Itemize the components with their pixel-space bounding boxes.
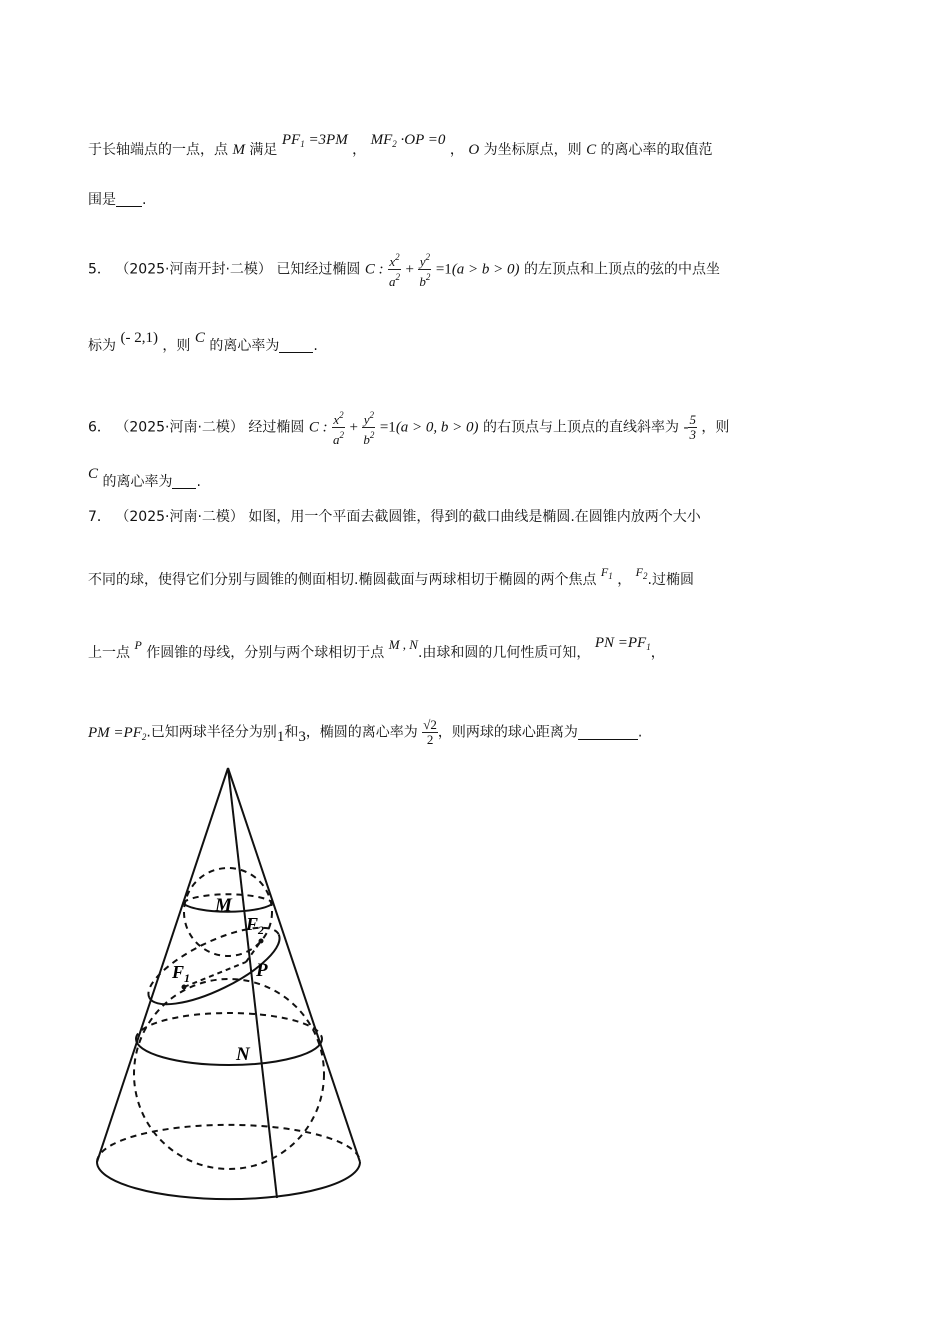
text: ，则 bbox=[162, 338, 191, 354]
text: 上一点 bbox=[88, 645, 130, 661]
math-O: O bbox=[468, 142, 480, 158]
equals-one: =1 bbox=[435, 261, 452, 278]
label-M: M bbox=[215, 895, 232, 916]
eq-pf1: $PF_1 =3PM$ bbox=[281, 132, 348, 149]
math-C: C bbox=[194, 330, 205, 346]
math-C: C bbox=[586, 142, 597, 158]
frac-y2-b2: $\frac{y^2}{b^2}$ bbox=[419, 252, 431, 289]
text: 如图，用一个平面去截圆锥，得到的截口曲线是椭圆.在圆锥内放两个大小 bbox=[248, 509, 701, 525]
tangent-circle-N-back bbox=[136, 1013, 322, 1039]
frac-x2-a2: $\frac{x^2}{a^2}$ bbox=[333, 410, 345, 447]
minus-sign: - bbox=[683, 419, 689, 436]
text: ， bbox=[650, 645, 665, 661]
question-source: （2025·河南开封·二模） bbox=[115, 261, 272, 278]
text: 的离心率为 bbox=[209, 338, 280, 354]
label-F1: $F_1$ bbox=[172, 962, 191, 985]
text: 为坐标原点，则 bbox=[483, 142, 582, 158]
question-source: （2025·河南·二模） bbox=[115, 509, 244, 525]
text: 已知经过椭圆 bbox=[276, 261, 361, 278]
text: .已知两球半径分为别 bbox=[146, 724, 277, 741]
equals-one: =1 bbox=[379, 419, 396, 436]
text: ，则两球的球心距离为 bbox=[437, 724, 578, 741]
math-MN: M , N bbox=[388, 637, 418, 652]
focus-F1: $F_1$ bbox=[600, 565, 613, 581]
text: ， bbox=[352, 142, 367, 158]
text: 作圆锥的母线，分别与两个球相切于点 bbox=[146, 645, 385, 661]
eq-pn: PN $=PF_1$ bbox=[594, 635, 651, 652]
text: ，椭圆的离心率为 bbox=[305, 724, 418, 741]
text: .过椭圆 bbox=[647, 572, 694, 588]
math-M: M bbox=[232, 142, 245, 158]
text: 于长轴端点的一点，点 bbox=[88, 142, 228, 158]
focus-F2: $F_2$ bbox=[635, 565, 648, 581]
text: . bbox=[313, 338, 318, 354]
frac-x2-a2: $\frac{x^2}{a^2}$ bbox=[389, 252, 401, 289]
label-P: P bbox=[256, 960, 268, 981]
label-N: N bbox=[236, 1044, 250, 1065]
math-P: P bbox=[134, 638, 142, 652]
text: ， bbox=[617, 572, 632, 588]
plus-sign: + bbox=[349, 419, 358, 436]
text: . bbox=[196, 474, 201, 490]
cone-left-side bbox=[97, 768, 228, 1162]
tangent-circle-N-front bbox=[136, 1039, 322, 1065]
text: 围是 bbox=[88, 192, 116, 208]
frac-slope: $\frac{5}{3}$ bbox=[689, 412, 696, 442]
question-number: 7． bbox=[88, 509, 111, 525]
eq-pm: PM $=PF_2$ bbox=[88, 724, 147, 742]
section-ellipse-front bbox=[149, 934, 289, 1019]
large-sphere bbox=[134, 979, 324, 1169]
text: 的离心率为 bbox=[102, 474, 173, 490]
text: 的右顶点与上顶点的直线斜率为 bbox=[483, 419, 679, 436]
text: .由球和圆的几何性质可知， bbox=[417, 645, 591, 661]
label-F2: $F_2$ bbox=[246, 914, 265, 937]
cone-base-back bbox=[97, 1125, 360, 1162]
math-C: C bbox=[88, 466, 99, 482]
text: 经过椭圆 bbox=[248, 419, 305, 436]
text: . bbox=[142, 192, 147, 208]
text: 的离心率的取值范 bbox=[600, 142, 713, 158]
condition: (a > b > 0) bbox=[451, 261, 520, 278]
question-source: （2025·河南·二模） bbox=[115, 419, 244, 436]
segment-F1-P bbox=[184, 962, 246, 987]
frac-y2-b2: $\frac{y^2}{b^2}$ bbox=[363, 410, 375, 447]
focus-point-F1 bbox=[182, 985, 187, 990]
cone-right-side bbox=[228, 768, 360, 1162]
cone-base-front bbox=[97, 1162, 360, 1199]
text: 满足 bbox=[249, 142, 278, 158]
plus-sign: + bbox=[405, 261, 414, 278]
radius-2: 3 bbox=[298, 728, 306, 745]
midpoint-coordinates: (- 2,1) bbox=[120, 330, 158, 346]
question-number: 5． bbox=[88, 261, 111, 278]
text: 和 bbox=[284, 724, 299, 741]
math-C: C : bbox=[308, 419, 328, 436]
text: 不同的球，使得它们分别与圆锥的侧面相切.椭圆截面与两球相切于椭圆的两个焦点 bbox=[88, 572, 597, 588]
eq-mf2: $MF_2 \cdot OP =0$ bbox=[370, 132, 446, 149]
math-C: C : bbox=[364, 261, 384, 278]
question-number: 6． bbox=[88, 419, 111, 436]
text: ， bbox=[449, 142, 464, 158]
text: 标为 bbox=[88, 338, 116, 354]
text: ，则 bbox=[701, 419, 730, 436]
text: 的左顶点和上顶点的弦的中点坐 bbox=[524, 261, 720, 278]
focus-point-F2 bbox=[259, 939, 264, 944]
condition: (a > 0, b > 0) bbox=[395, 419, 479, 436]
radius-1: 1 bbox=[276, 728, 285, 745]
frac-eccentricity: $\frac{√2}{2}$ bbox=[423, 717, 437, 747]
text: . bbox=[637, 724, 643, 741]
